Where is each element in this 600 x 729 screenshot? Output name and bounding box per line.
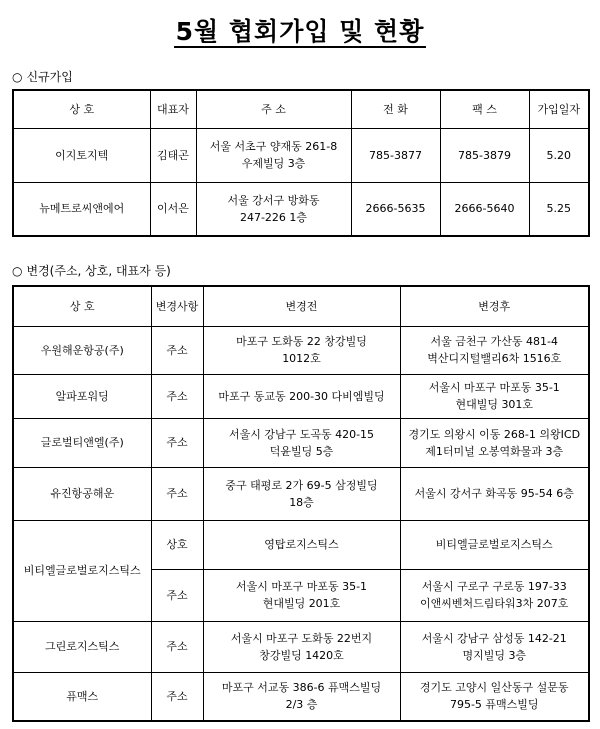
after-line: 경기도 고양시 일산동구 설문동 [419,681,569,695]
address [196,182,351,236]
before-value [203,467,400,520]
company-name: 그린로지스틱스 [13,621,151,672]
join-date: 5.25 [529,182,589,236]
phone: 2666-5635 [351,182,440,236]
table-row [13,467,589,520]
before-line: 현대빌딩 201호 [262,597,341,610]
after-value [400,569,589,621]
header-phone: 전 화 [351,90,440,128]
after-line: 벽산디지털밸리6차 1516호 [427,352,562,365]
before-line: 영탑로지스틱스 [264,538,339,551]
address-line: 서울 서초구 양재동 261-8 [209,140,338,153]
after-value [400,374,589,418]
table-row [13,621,589,672]
before-line: 서울시 마포구 도화동 22번지 [230,631,373,645]
before-value [203,569,400,621]
before-line: 1012호 [282,352,321,365]
before-line: 서울시 강남구 도곡동 420-15 [228,427,375,441]
after-line: 현대빌딩 301호 [455,398,534,411]
company-name: 알파포워딩 [13,374,151,418]
address-line: 247-226 1층 [239,210,308,224]
after-line: 제1터미널 오봉역화물과 3층 [425,444,564,458]
circle-bullet-icon: ○ [12,70,23,84]
after-value [400,672,589,721]
company-name: 퓨맥스 [13,672,151,721]
company-name: 비티엘글로벌로지스틱스 [13,520,151,621]
before-value [203,520,400,569]
join-date: 5.20 [529,128,589,182]
table-row [13,374,589,418]
table-header-row [13,90,589,128]
header-fax: 팩 스 [440,90,529,128]
phone: 785-3877 [351,128,440,182]
after-value [400,621,589,672]
company-name: 유진항공해운 [13,467,151,520]
before-value [203,672,400,721]
header-company: 상 호 [13,90,150,128]
circle-bullet-icon: ○ [12,264,23,278]
before-line: 창강빌딩 1420호 [259,648,344,662]
after-line: 서울시 강서구 화곡동 95-54 6층 [414,487,574,500]
after-value [400,418,589,467]
after-line: 서울시 구로구 구로동 197-33 [421,580,567,593]
after-line: 795-5 퓨맥스빌딩 [449,698,539,712]
after-value [400,520,589,569]
change-type: 주소 [151,418,203,467]
page-title: 5월 협회가입 및 현황 [175,17,425,46]
fax: 2666-5640 [440,182,529,236]
header-after: 변경후 [400,286,589,326]
address-line: 우제빌딩 3층 [241,157,306,170]
before-line: 중구 태평로 2가 69-5 삼정빌딩 [225,478,378,492]
table-row [13,418,589,467]
section-changes-label: ○ 변경(주소, 상호, 대표자 등) [12,264,171,278]
change-type: 주소 [151,621,203,672]
table-row [13,520,589,569]
header-company: 상 호 [13,286,151,326]
change-type: 주소 [151,672,203,721]
before-line: 마포구 동교동 200-30 다비엠빌딩 [218,389,385,403]
before-line: 덕윤빌딩 5층 [269,444,334,458]
change-type: 주소 [151,326,203,374]
header-before: 변경전 [203,286,400,326]
company-name: 글로벌티앤엘(주) [13,418,151,467]
before-line: 18층 [289,495,314,509]
changes-table [12,285,590,722]
change-type: 주소 [151,374,203,418]
after-line: 서울 금천구 가산동 481-4 [430,335,558,348]
table-row [13,326,589,374]
change-type: 상호 [151,520,203,569]
after-value [400,326,589,374]
before-line: 마포구 서교동 386-6 퓨맥스빌딩 [221,681,382,695]
address-line: 서울 강서구 방화동 [227,193,320,207]
table-header-row [13,286,589,326]
new-members-table [12,89,590,237]
after-value [400,467,589,520]
before-line: 서울시 마포구 마포동 35-1 [235,580,368,593]
header-address: 주 소 [196,90,351,128]
after-line: 이앤씨벤처드림타워3차 207호 [420,597,569,610]
change-type: 주소 [151,467,203,520]
before-value [203,374,400,418]
before-value [203,621,400,672]
before-value [203,326,400,374]
section-new-members-label: ○ 신규가입 [12,70,73,84]
after-line: 서울시 마포구 마포동 35-1 [428,381,560,394]
header-change-type: 변경사항 [151,286,203,326]
table-row [13,128,589,182]
fax: 785-3879 [440,128,529,182]
after-line: 명지빌딩 3층 [462,648,527,662]
company-name: 우원해운항공(주) [13,326,151,374]
address [196,128,351,182]
after-line: 비티엘글로벌로지스틱스 [435,538,553,551]
before-value [203,418,400,467]
company-name: 뉴메트로씨앤에어 [13,182,150,236]
change-type: 주소 [151,569,203,621]
representative: 김태곤 [150,128,196,182]
header-representative: 대표자 [150,90,196,128]
table-row [13,182,589,236]
company-name: 이지토지텍 [13,128,150,182]
representative: 이서은 [150,182,196,236]
header-join-date: 가입일자 [529,90,589,128]
before-line: 마포구 도화동 22 창강빌딩 [236,335,367,348]
before-line: 2/3 층 [285,698,318,712]
table-row [13,672,589,721]
after-line: 서울시 강남구 삼성동 142-21 [421,631,567,645]
after-line: 경기도 의왕시 이동 268-1 의왕ICD [408,427,581,441]
